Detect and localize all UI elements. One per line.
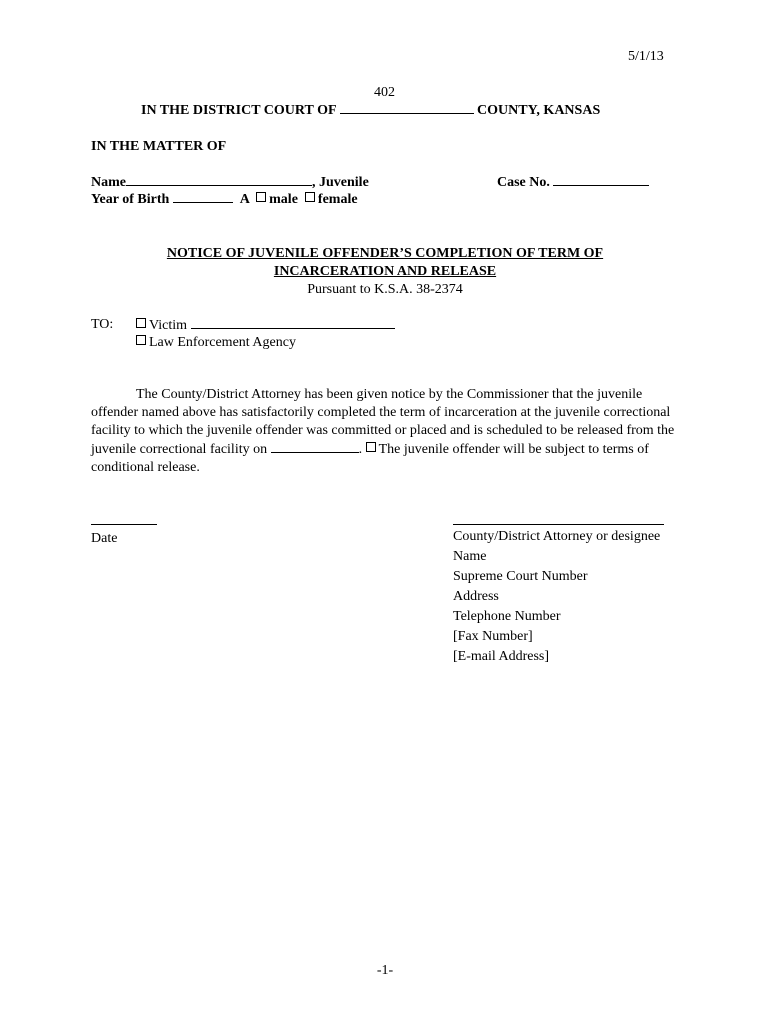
victim-name-blank[interactable] [191, 316, 395, 329]
name-blank[interactable] [126, 173, 312, 186]
victim-line [136, 316, 395, 334]
body-part3: The juvenile offender will be subject to terms of conditional release. [91, 442, 649, 475]
attorney-address: Address [453, 589, 499, 604]
attorney-title: County/District Attorney or designee [453, 529, 661, 544]
law-enforcement-label: Law Enforcement Agency [149, 335, 296, 350]
court-suffix: COUNTY, KANSAS [477, 103, 601, 118]
female-checkbox[interactable] [305, 192, 315, 202]
male-label: male [269, 192, 298, 207]
form-number: 402 [374, 85, 395, 100]
court-heading [141, 101, 600, 119]
victim-label: Victim [149, 318, 188, 333]
law-enforcement-line [136, 334, 296, 351]
page-number: -1- [376, 963, 394, 978]
attorney-fax: [Fax Number] [453, 629, 533, 644]
case-number-blank[interactable] [553, 173, 649, 186]
notice-subtitle: Pursuant to K.S.A. 38-2374 [307, 282, 463, 297]
body-part1: The County/District Attorney has been given notice by the Commissioner that the juvenile offender named above has satisfactorily completed the term of incarceration at the juvenile correctional facility to which the juvenile offender was committed or placed and is scheduled to be released from the juvenile correctional facility on [91, 387, 675, 457]
female-label: female [317, 192, 358, 207]
yob-line [91, 191, 358, 208]
case-line [497, 173, 649, 191]
male-checkbox[interactable] [256, 192, 266, 202]
law-enforcement-checkbox[interactable] [136, 335, 146, 345]
date-label: Date [91, 531, 118, 546]
attorney-signature-line[interactable] [453, 524, 664, 525]
date-signature-line[interactable] [91, 524, 157, 525]
to-label: TO: [91, 317, 114, 332]
conditional-release-checkbox[interactable] [366, 442, 376, 452]
attorney-email: [E-mail Address] [453, 649, 550, 664]
name-label: Name [91, 175, 126, 190]
attorney-telephone: Telephone Number [453, 609, 561, 624]
court-prefix: IN THE DISTRICT COURT OF [141, 103, 337, 118]
form-date: 5/1/13 [628, 49, 664, 64]
notice-title-line1: NOTICE OF JUVENILE OFFENDER’S COMPLETION OF TERM OF [166, 246, 604, 261]
yob-blank[interactable] [173, 194, 233, 203]
attorney-block [453, 527, 660, 667]
body-part2: . [358, 442, 363, 457]
attorney-supreme-court-number: Supreme Court Number [453, 569, 588, 584]
notice-title-line2: INCARCERATION AND RELEASE [273, 264, 497, 279]
release-date-blank[interactable] [271, 440, 359, 453]
name-line [91, 173, 369, 191]
attorney-name: Name [453, 549, 487, 564]
juvenile-label: , Juvenile [312, 175, 369, 190]
matter-heading: IN THE MATTER OF [91, 139, 227, 154]
a-label: A [239, 192, 250, 207]
case-label: Case No. [497, 175, 550, 190]
yob-label: Year of Birth [91, 192, 170, 207]
victim-checkbox[interactable] [136, 318, 146, 328]
notice-body [91, 386, 681, 477]
county-blank[interactable] [340, 101, 474, 114]
